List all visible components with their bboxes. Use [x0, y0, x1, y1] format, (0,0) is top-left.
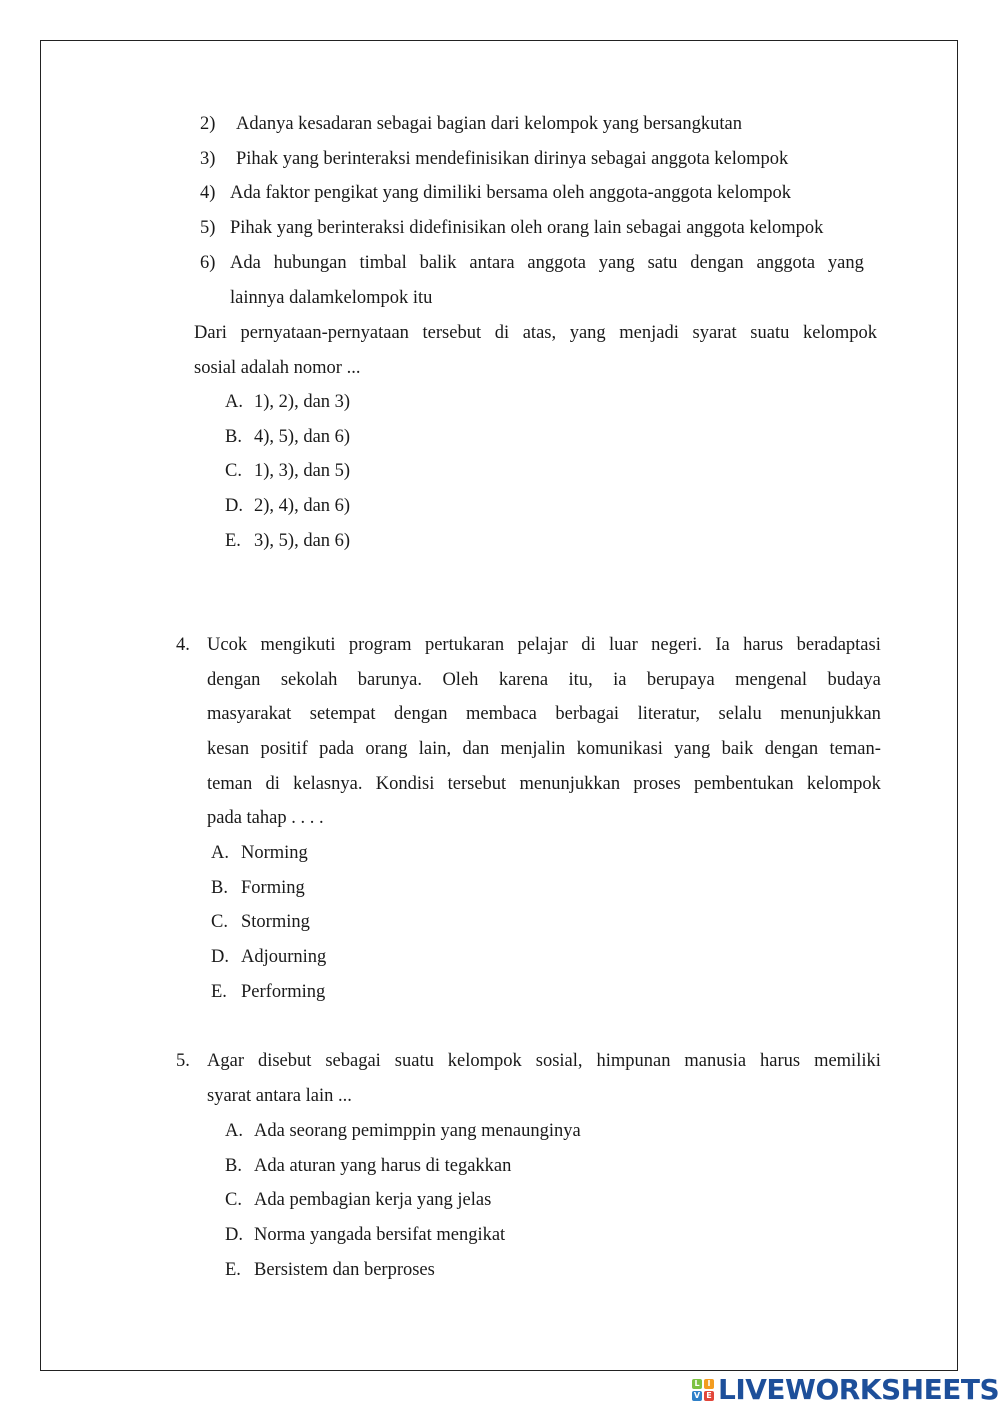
option-letter[interactable]: C. — [225, 461, 242, 481]
option-letter[interactable]: E. — [225, 531, 241, 551]
statement-number: 2) — [200, 114, 216, 134]
option-text[interactable]: Performing — [241, 982, 326, 1002]
statement-number: 4) — [200, 183, 216, 203]
option-letter[interactable]: B. — [211, 878, 228, 898]
option-text[interactable]: Bersistem dan berproses — [254, 1260, 435, 1280]
question-text-line: teman di kelasnya. Kondisi tersebut menunjukkan proses pembentukan kelompok — [207, 774, 881, 794]
option-text[interactable]: 1), 3), dan 5) — [254, 461, 351, 481]
option-text[interactable]: Adjourning — [241, 947, 327, 967]
statement-text: Pihak yang berinteraksi didefinisikan oleh orang lain sebagai anggota kelompok — [230, 218, 824, 238]
logo-text: LIVEWORKSHEETS — [718, 1373, 1000, 1406]
option-letter[interactable]: B. — [225, 1156, 242, 1176]
statement-number: 6) — [200, 253, 216, 273]
question-text-line: pada tahap . . . . — [207, 808, 324, 828]
option-letter[interactable]: E. — [225, 1260, 241, 1280]
option-text[interactable]: Ada pembagian kerja yang jelas — [254, 1190, 492, 1210]
option-text[interactable]: 2), 4), dan 6) — [254, 496, 351, 516]
statement-text: Adanya kesadaran sebagai bagian dari kelompok yang bersangkutan — [236, 114, 742, 134]
statement-text: Ada hubungan timbal balik antara anggota yang satu dengan anggota yang — [230, 253, 864, 273]
option-letter[interactable]: A. — [225, 1121, 243, 1141]
option-letter[interactable]: A. — [211, 843, 229, 863]
option-letter[interactable]: B. — [225, 427, 242, 447]
option-text[interactable]: Norma yangada bersifat mengikat — [254, 1225, 506, 1245]
question-text-line: syarat antara lain ... — [207, 1086, 352, 1106]
option-text[interactable]: 3), 5), dan 6) — [254, 531, 351, 551]
option-letter[interactable]: C. — [211, 912, 228, 932]
question-text-line: Ucok mengikuti program pertukaran pelajar di luar negeri. Ia harus beradaptasi — [207, 635, 881, 655]
option-text[interactable]: Ada aturan yang harus di tegakkan — [254, 1156, 512, 1176]
option-text[interactable]: Storming — [241, 912, 310, 932]
statement-text-continued: lainnya dalamkelompok itu — [230, 288, 433, 308]
statement-text: Pihak yang berinteraksi mendefinisikan dirinya sebagai anggota kelompok — [236, 149, 789, 169]
question-number: 5. — [176, 1051, 190, 1071]
option-text[interactable]: Ada seorang pemimppin yang menaunginya — [254, 1121, 581, 1141]
question-number: 4. — [176, 635, 190, 655]
option-letter[interactable]: D. — [225, 1225, 243, 1245]
mark-tile: E — [704, 1391, 714, 1401]
mark-tile: I — [704, 1379, 714, 1389]
option-text[interactable]: Norming — [241, 843, 308, 863]
statement-text: Ada faktor pengikat yang dimiliki bersama oleh anggota-anggota kelompok — [230, 183, 792, 203]
mark-tile: V — [693, 1391, 701, 1400]
option-letter[interactable]: D. — [211, 947, 229, 967]
question-text-line: dengan sekolah barunya. Oleh karena itu, ia berupaya mengenal budaya — [207, 670, 881, 690]
option-letter[interactable]: C. — [225, 1190, 242, 1210]
option-letter[interactable]: A. — [225, 392, 243, 412]
statement-number: 3) — [200, 149, 216, 169]
question-text-line: Agar disebut sebagai suatu kelompok sosial, himpunan manusia harus memiliki — [207, 1051, 881, 1071]
option-text[interactable]: 1), 2), dan 3) — [254, 392, 351, 412]
statement-number: 5) — [200, 218, 216, 238]
option-text[interactable]: Forming — [241, 878, 305, 898]
question-text-line: kesan positif pada orang lain, dan menjalin komunikasi yang baik dengan teman- — [207, 739, 881, 759]
liveworksheets-logo[interactable] — [692, 1373, 1000, 1406]
option-letter[interactable]: D. — [225, 496, 243, 516]
question-text-line: masyarakat setempat dengan membaca berbagai literatur, selalu menunjukkan — [207, 704, 881, 724]
question-prompt: Dari pernyataan-pernyataan tersebut di atas, yang menjadi syarat suatu kelompok — [194, 323, 877, 343]
option-text[interactable]: 4), 5), dan 6) — [254, 427, 351, 447]
liveworksheets-mark-icon — [692, 1379, 714, 1401]
question-prompt-continued: sosial adalah nomor ... — [194, 358, 361, 378]
mark-tile: L — [692, 1379, 702, 1389]
option-letter[interactable]: E. — [211, 982, 227, 1002]
